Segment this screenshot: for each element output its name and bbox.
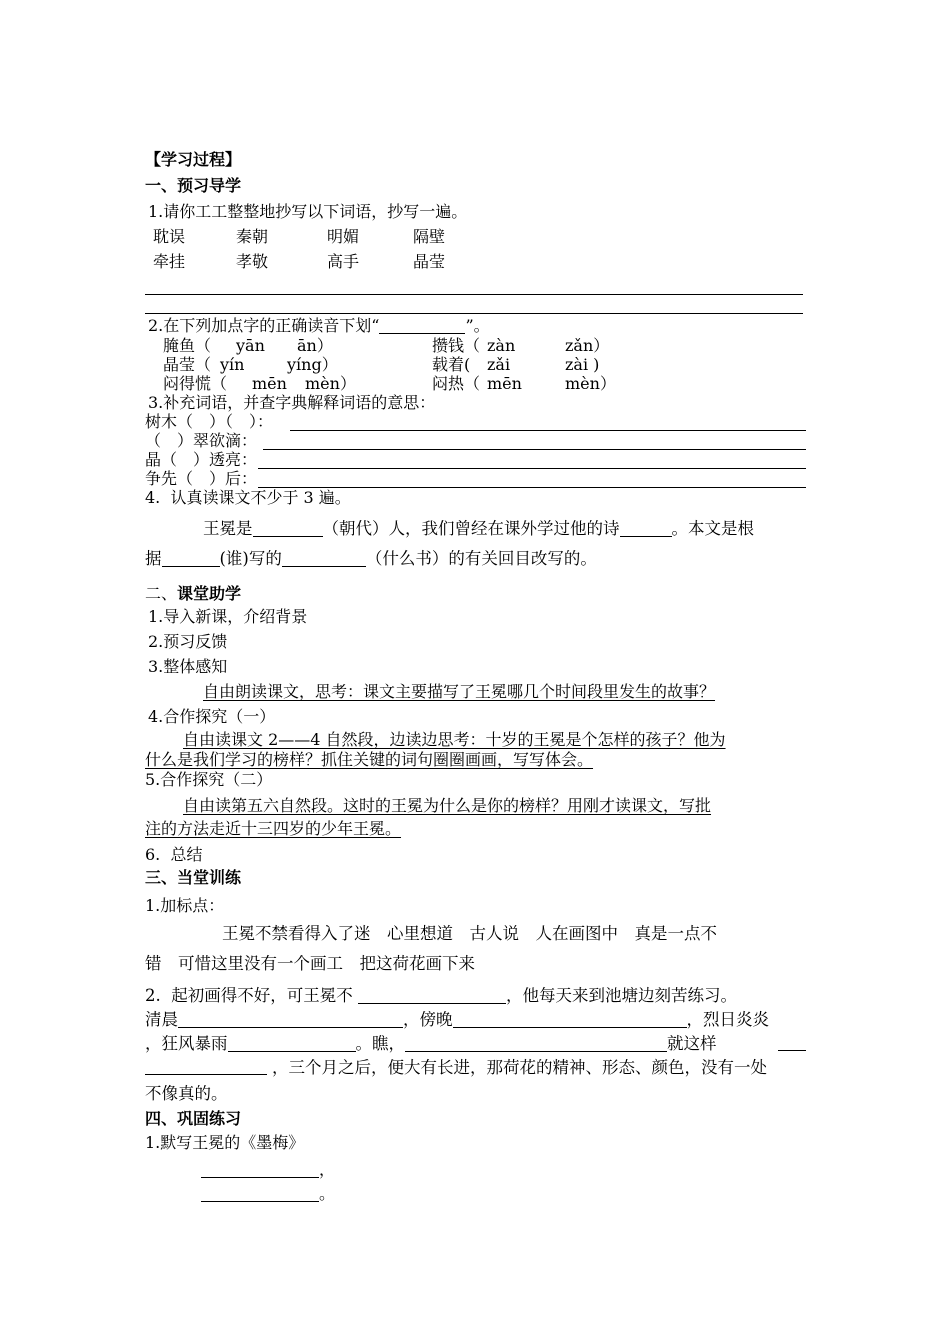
answer-line[interactable] xyxy=(263,449,806,450)
q2-line-2: 清晨 ，傍晚 ，烈日炎炎 xyxy=(145,1010,769,1029)
copy-line[interactable] xyxy=(145,313,803,314)
task-text: 自由读课文 2——4 自然段，边读边思考：十岁的王冕是个怎样的孩子？他为 xyxy=(183,730,726,749)
pinyin-word: 闷热（ xyxy=(432,374,481,393)
pinyin-option[interactable]: mēn xyxy=(487,374,522,393)
punct-line: 错 可惜这里没有一个画工 把这荷花画下来 xyxy=(145,954,475,973)
fill-blank[interactable] xyxy=(778,1034,806,1051)
pinyin-word: 载着( xyxy=(432,355,471,374)
answer-line[interactable] xyxy=(290,430,806,431)
fill-blank[interactable] xyxy=(405,1035,667,1052)
word-item: 明媚 xyxy=(327,227,360,246)
question-1: 1.请你工工整整地抄写以下词语，抄写一遍。 xyxy=(148,202,468,221)
pinyin-option[interactable]: yíng） xyxy=(287,355,338,374)
blank-dynasty[interactable] xyxy=(253,520,323,537)
word-item: 耽误 xyxy=(153,227,186,246)
pinyin-option[interactable]: mèn） xyxy=(305,374,356,393)
pinyin-word: 晶莹（ xyxy=(163,355,212,374)
fill-word: 争先（ ）后： xyxy=(145,469,258,488)
word-item: 孝敬 xyxy=(236,252,269,271)
pinyin-word: 闷得慌（ xyxy=(163,374,228,393)
fill-blank[interactable] xyxy=(178,1011,403,1028)
section-heading: 【学习过程】 xyxy=(145,150,242,169)
question-1: 1.加标点： xyxy=(145,896,225,915)
list-item: 6. 总结 xyxy=(145,845,203,864)
word-item: 隔壁 xyxy=(413,227,446,246)
section3-title: 三、当堂训练 xyxy=(145,868,242,887)
section2-title: 二、课堂助学 xyxy=(145,584,242,603)
poem-line: ， xyxy=(201,1160,335,1180)
question-2: 2.在下列加点字的正确读音下划“ ”。 xyxy=(148,316,490,335)
blank-book[interactable] xyxy=(282,550,366,567)
question-4: 4. 认真读课文不少于 3 遍。 xyxy=(145,488,351,507)
poem-blank[interactable] xyxy=(201,1185,319,1202)
q2-line-4: ，三个月之后，便大有长进，那荷花的精神、形态、颜色，没有一处 xyxy=(272,1058,767,1077)
task-text: 自由读第五六自然段。这时的王冕为什么是你的榜样？用刚才读课文，写批 xyxy=(183,796,712,815)
pinyin-option[interactable]: zàn xyxy=(487,336,516,355)
punct-line: 王冕不禁看得入了迷 心里想道 古人说 人在画图中 真是一点不 xyxy=(222,924,717,943)
q2-line-3: ，狂风暴雨 。瞧， 就这样 xyxy=(145,1034,717,1053)
poem-line: 。 xyxy=(201,1184,335,1204)
blank-author[interactable] xyxy=(162,550,220,567)
task-text: 自由朗读课文，思考：课文主要描写了王冕哪几个时间段里发生的故事？ xyxy=(203,682,716,701)
q4-line-2: 据 (谁)写的 （什么书）的有关回目改写的。 xyxy=(145,549,597,568)
underline-sample xyxy=(379,317,465,334)
pinyin-option[interactable]: zài ) xyxy=(565,355,600,374)
answer-line[interactable] xyxy=(258,468,806,469)
pinyin-option[interactable]: ān） xyxy=(297,336,333,355)
list-item: 4.合作探究（一） xyxy=(148,707,276,726)
fill-blank[interactable] xyxy=(145,1058,267,1075)
question-1: 1.默写王冕的《墨梅》 xyxy=(145,1133,305,1152)
word-item: 牵挂 xyxy=(153,252,186,271)
list-item: 1.导入新课，介绍背景 xyxy=(148,607,308,626)
pinyin-word: 攒钱（ xyxy=(432,336,481,355)
pinyin-option[interactable]: zǎn） xyxy=(565,336,610,355)
pinyin-option[interactable]: zǎi xyxy=(487,355,511,374)
list-item: 3.整体感知 xyxy=(148,657,228,676)
word-item: 秦朝 xyxy=(236,227,269,246)
copy-line[interactable] xyxy=(145,294,803,295)
fill-blank[interactable] xyxy=(453,1011,687,1028)
pinyin-option[interactable]: yín xyxy=(220,355,245,374)
q4-line-1: 王冕是 （朝代）人，我们曾经在课外学过他的诗 。本文是根 xyxy=(203,519,754,538)
pinyin-option[interactable]: mèn） xyxy=(565,374,616,393)
pinyin-option[interactable]: yān xyxy=(236,336,265,355)
q2-line-5: 不像真的。 xyxy=(145,1084,228,1103)
question-3: 3.补充词语，并查字典解释词语的意思： xyxy=(148,393,436,412)
list-item: 5.合作探究（二） xyxy=(145,770,273,789)
pinyin-option[interactable]: mēn xyxy=(252,374,287,393)
poem-blank[interactable] xyxy=(201,1161,319,1178)
q2-line-1: 2. 起初画得不好，可王冕不 ，他每天来到池塘边刻苦练习。 xyxy=(145,986,737,1005)
fill-word: （ ）翠欲滴： xyxy=(145,431,258,450)
section1-title: 一、预习导学 xyxy=(145,176,242,195)
task-text: 什么是我们学习的榜样？抓住关键的词句圈圈画画，写写体会。 xyxy=(145,750,594,769)
fill-blank[interactable] xyxy=(228,1035,356,1052)
section4-title: 四、巩固练习 xyxy=(145,1109,242,1128)
blank-poem[interactable] xyxy=(620,520,672,537)
fill-blank[interactable] xyxy=(358,987,506,1004)
fill-word: 晶（ ）透亮： xyxy=(145,450,258,469)
list-item: 2.预习反馈 xyxy=(148,632,228,651)
fill-word: 树木（ ）（ ）： xyxy=(145,412,274,431)
task-text: 注的方法走近十三四岁的少年王冕。 xyxy=(145,819,402,838)
word-item: 高手 xyxy=(327,252,360,271)
pinyin-word: 腌鱼（ xyxy=(163,336,212,355)
word-item: 晶莹 xyxy=(413,252,446,271)
